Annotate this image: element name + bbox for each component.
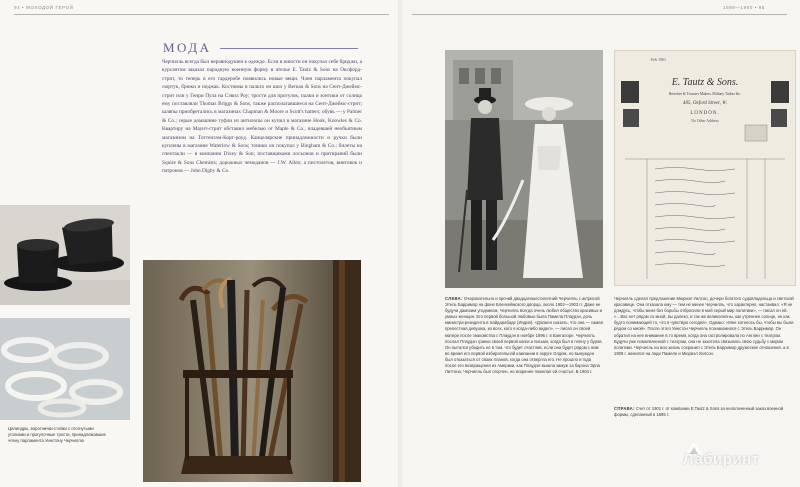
invoice-caption-text: Счет от 1901 г. от компании E.Tautz & Sons за неоплаченный заказ военной формы, сделанный в 1895 г. bbox=[614, 406, 784, 418]
invoice-subheading: Breeches & Trousers Makers, Military Tailors &c. bbox=[668, 92, 742, 96]
main-text: Черчилль всегда был неравнодушен к одежде. Если в юности он покупал себе бриджи, а курсантом заказал парадную военную форму в ателье E. Tautz & Sons на Оксфорд-стрит, то теперь в его гардеробе появились новые вещи. Член парламента покупал сюртук, брюки и пиджак. Костюмы и пальто он шил у Bernau & Sons на Сент-Джеймс-стрит или у Генри Пула на Сэвил Роу; трости для прогулок, палки и зонтики от солнца ему поставляли Thomas Briggs & Sons, также располагавшиеся на Сент-Джеймс-стрит; шляпы приобретались в магазинах Chapman & Moore и Scott's hatters; обувь — у Palmer & Co.; серые домашние туфли из антилопы он купил в магазине Hook, Knowles & Co. Квартиру на Маунт-стрит обставил мебелью от Maple & Co., владевшей необъятным магазином на Тоттенхэм-Корт-роуд. Канцелярские принадлежности и ручки были куплены в магазине Waterlow & Sons; тоники он покупал у Bingham & Co.; билеты на спектакли — в компании Dixey & Son; поставщиками лосьонов и притираний были Squire & Sons Chemists; дорожных чемоданов — J.W. Allen; а пистолетов, винтовок и патронов — John Digby & Co. bbox=[162, 59, 362, 175]
collars-photo bbox=[0, 318, 130, 420]
running-head-left: 94 • МОЛОДОЙ ГЕРОЙ bbox=[14, 5, 74, 10]
invoice-date: Feb 1901 bbox=[651, 57, 666, 62]
top-hats-photo bbox=[0, 205, 130, 305]
section-title: МОДА bbox=[163, 40, 212, 55]
invoice-heading: E. Tautz & Sons. bbox=[671, 77, 739, 88]
tailor-invoice-photo bbox=[614, 50, 796, 286]
invoice-city: LONDON. bbox=[690, 111, 720, 116]
running-head-right: 1898—1900 • 95 bbox=[723, 5, 766, 10]
couple-caption bbox=[445, 296, 603, 375]
couple-photo bbox=[445, 50, 603, 288]
couple-caption-lead: СЛЕВА: bbox=[445, 296, 463, 301]
right-column-text: Черчилль сделал предложение Мюриэл Уилсон, дочери богатого судовладельца и светской красавице. Она отказала ему — тем не менее Черчилль, что характерно, настаивал. «Я не дождусь, чтобы меня без борьбы отбросили в мой серый мир политики», — писал он ей. «…Вас нет рядом со мной, вы далеко, и так же великолепны, как утреннее солнце, но как будто понимающей то, что я чувствую сегодня». Однако: «Мне хотелось бы, чтобы вы были рядом со мной». После этого Уинстон Черчилль познакомился с Этель Барримор. Он обратил на нее внимание в то время, когда она гастролировала по Англии с театром. Будучи уже помолвленной с театром, она не захотела связывать свою судьбу с миром политики. Черчилль на всю жизнь сохранил с Этель Барримор дружеские отношения, а в 1908 г. женился на леди Памеле и Мюриэл Уилсон. bbox=[614, 296, 794, 356]
invoice-caption-lead: СПРАВА: bbox=[614, 406, 635, 411]
invoice-note: No Other Address bbox=[691, 119, 719, 123]
labirint-watermark: Лабиринт bbox=[683, 451, 760, 468]
book-gutter bbox=[398, 0, 402, 487]
invoice-caption bbox=[614, 406, 794, 418]
header-rule-left bbox=[14, 14, 389, 15]
header-rule-right bbox=[412, 14, 787, 15]
couple-caption-text: Очаровательно и прочий двадцатишестилетний Черчилль с актрисой Этель Барримор на фоне Бленхеймского дворца, около 1902—1903 гг. Даже не будучи дамским угодником, Черчилль всегда очень любил общество красивых и умных женщин. Его первой большой любовью была Памела Плаудэн, дочь министра-резидента в Хайдарабаде (Индия). «Должен сказать, что она — самая прелестная девушка, из всех, кого я когда-либо видел», — писал он своей матери после знакомства с Плаудэн в ноябре 1896 г. в Бангалоре. Черчилль послал Плаудэн гранки своей первой книги и письмо, когда был в плену у буров. Он пытался убедить ее в том, что будет счастлив, если она будет рядом с ним во время его первой избирательной кампании в округе Олдем, но вынужден был отказаться от своих планов, когда она отвергла его. Не прошло и года после его возвращения из Америки, как Плаудэн вышла замуж за барона Эрла Литтона. Черчилль был огорчен, но искренне пожелал ей счастья. В 1904 г. bbox=[445, 296, 603, 375]
canes-photo bbox=[143, 260, 361, 482]
invoice-address: 485, Oxford Street, W. bbox=[682, 101, 728, 106]
section-title-rule bbox=[220, 48, 358, 49]
hats-caption: Цилиндры, воротнички-стойки с отогнутыми уголками и прогулочные трости, принадлежавшие члену парламента Уинстону Черчиллю bbox=[8, 426, 106, 444]
